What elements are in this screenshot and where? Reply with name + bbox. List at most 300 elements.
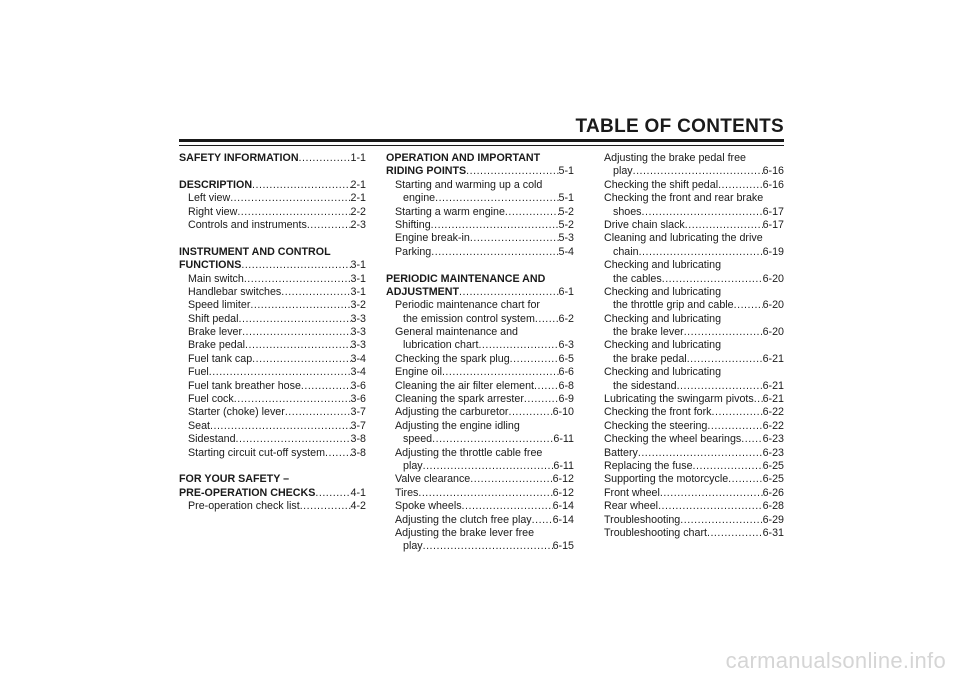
toc-entry <box>604 232 784 245</box>
toc-entry[interactable] <box>604 165 784 178</box>
toc-entry[interactable] <box>179 219 366 232</box>
toc-entry-title: play <box>403 459 423 472</box>
toc-entry-title: Adjusting the engine idling <box>395 419 520 432</box>
toc-entry[interactable] <box>386 460 574 473</box>
toc-spacer <box>179 460 366 473</box>
toc-page-number: 5-4 <box>558 245 574 258</box>
toc-page-number: 6-28 <box>762 500 784 513</box>
toc-page-number: 6-20 <box>762 272 784 285</box>
toc-entry[interactable] <box>179 206 366 219</box>
toc-page-number: 6-2 <box>558 312 574 325</box>
toc-entry[interactable] <box>386 206 574 219</box>
toc-entry[interactable] <box>604 353 784 366</box>
toc-dot-leader <box>234 393 351 406</box>
toc-page-number: 6-9 <box>558 393 574 406</box>
toc-page-number: 5-1 <box>558 192 574 205</box>
toc-entry <box>386 326 574 339</box>
toc-entry <box>604 192 784 205</box>
toc-page-number: 6-31 <box>762 526 784 539</box>
toc-page-number: 3-3 <box>350 312 366 325</box>
toc-entry-title: Fuel tank breather hose <box>188 379 301 392</box>
toc-page-number: 2-2 <box>350 205 366 218</box>
toc-entry[interactable] <box>179 393 366 406</box>
toc-entry <box>386 420 574 433</box>
toc-entry[interactable] <box>604 500 784 513</box>
toc-dot-leader <box>423 540 553 553</box>
toc-page-number: 6-29 <box>762 513 784 526</box>
toc-dot-leader <box>687 353 763 366</box>
toc-entry[interactable] <box>179 192 366 205</box>
toc-dot-leader <box>638 447 763 460</box>
toc-spacer <box>179 165 366 178</box>
toc-entry[interactable] <box>604 393 784 406</box>
toc-entry[interactable] <box>386 219 574 232</box>
toc-entry[interactable] <box>604 406 784 419</box>
toc-dot-leader <box>532 514 553 527</box>
toc-page-number: 6-15 <box>552 540 574 553</box>
toc-dot-leader <box>459 286 559 299</box>
toc-page-number: 6-6 <box>558 366 574 379</box>
toc-page-number: 2-1 <box>350 178 366 191</box>
toc-page-number: 3-3 <box>350 339 366 352</box>
toc-entry-title: Rear wheel <box>604 500 659 513</box>
toc-entry[interactable] <box>386 500 574 513</box>
toc-entry-title: ADJUSTMENT <box>386 285 460 298</box>
toc-dot-leader <box>431 246 558 259</box>
toc-entry-title: Valve clearance <box>395 473 471 486</box>
toc-spacer <box>179 232 366 245</box>
toc-page-number: 3-8 <box>350 433 366 446</box>
toc-entry-title: Spoke wheels <box>395 500 462 513</box>
toc-entry-title: Checking the front and rear brake <box>604 192 764 205</box>
toc-dot-leader <box>209 366 351 379</box>
toc-dot-leader <box>677 380 763 393</box>
toc-entry <box>386 299 574 312</box>
toc-entry-title: Starting and warming up a cold <box>395 178 543 191</box>
toc-dot-leader <box>307 219 351 232</box>
toc-dot-leader <box>236 433 351 446</box>
toc-dot-leader <box>242 326 350 339</box>
toc-page-number: 3-4 <box>350 366 366 379</box>
toc-entry-title: Checking and lubricating <box>604 259 722 272</box>
toc-entry-title: lubrication chart <box>403 339 479 352</box>
toc-column-3 <box>604 152 784 540</box>
toc-dot-leader <box>712 406 763 419</box>
toc-section-heading[interactable] <box>386 165 574 178</box>
toc-entry[interactable] <box>179 326 366 339</box>
toc-entry-title: Speed limiter <box>188 299 251 312</box>
toc-section-heading[interactable] <box>179 179 366 192</box>
toc-entry-title: Fuel cock <box>188 393 234 406</box>
toc-page-number: 6-17 <box>762 218 784 231</box>
toc-dot-leader <box>245 339 351 352</box>
toc-entry[interactable] <box>386 540 574 553</box>
toc-page-number: 3-4 <box>350 352 366 365</box>
toc-entry[interactable] <box>386 192 574 205</box>
toc-entry[interactable] <box>604 299 784 312</box>
toc-entry[interactable] <box>604 179 784 192</box>
toc-entry-title: Sidestand <box>188 433 236 446</box>
toc-dot-leader <box>660 487 763 500</box>
toc-column-1 <box>179 152 366 514</box>
toc-entry[interactable] <box>604 514 784 527</box>
toc-page-number: 6-1 <box>558 285 574 298</box>
toc-entry-title: Shift pedal <box>188 312 239 325</box>
toc-entry-title: Supporting the motorcycle <box>604 473 729 486</box>
toc-page-number: 6-8 <box>558 379 574 392</box>
toc-entry-title: Adjusting the clutch free play <box>395 513 532 526</box>
toc-entry-title: the sidestand <box>613 379 677 392</box>
toc-dot-leader <box>285 406 351 419</box>
title-rule-thick <box>179 139 784 142</box>
toc-page-number: 6-14 <box>552 500 574 513</box>
toc-dot-leader <box>534 380 559 393</box>
toc-section-heading[interactable] <box>386 286 574 299</box>
toc-entry-title: Battery <box>604 446 638 459</box>
toc-dot-leader <box>470 473 552 486</box>
toc-dot-leader <box>423 460 554 473</box>
toc-dot-leader <box>685 219 763 232</box>
toc-page-number: 3-1 <box>350 272 366 285</box>
toc-entry-title: speed <box>403 433 433 446</box>
toc-page-number: 6-3 <box>558 339 574 352</box>
toc-entry[interactable] <box>604 273 784 286</box>
toc-entry-title: Checking the steering <box>604 419 708 432</box>
toc-entry[interactable] <box>179 500 366 513</box>
toc-page-number: 6-16 <box>762 165 784 178</box>
toc-page-number: 6-14 <box>552 513 574 526</box>
toc-section-heading <box>179 246 366 259</box>
toc-entry-title: Starting circuit cut-off system <box>188 446 326 459</box>
toc-page-number: 3-8 <box>350 446 366 459</box>
toc-dot-leader <box>642 206 763 219</box>
toc-page-number: 6-21 <box>762 352 784 365</box>
toc-dot-leader <box>418 487 552 500</box>
toc-section-heading <box>386 152 574 165</box>
toc-entry[interactable] <box>604 246 784 259</box>
toc-entry[interactable] <box>179 433 366 446</box>
toc-entry-title: Cleaning the air filter element <box>395 379 535 392</box>
toc-entry[interactable] <box>386 473 574 486</box>
toc-entry[interactable] <box>386 380 574 393</box>
toc-entry[interactable] <box>179 447 366 460</box>
toc-entry[interactable] <box>386 366 574 379</box>
toc-dot-leader <box>707 420 762 433</box>
toc-dot-leader <box>325 447 351 460</box>
toc-entry[interactable] <box>179 339 366 352</box>
toc-page-number: 6-26 <box>762 486 784 499</box>
toc-page-number: 5-2 <box>558 205 574 218</box>
toc-entry-title: Engine break-in <box>395 232 470 245</box>
toc-dot-leader <box>462 500 553 513</box>
toc-page-number: 3-2 <box>350 299 366 312</box>
toc-dot-leader <box>734 299 763 312</box>
toc-page-number: 2-1 <box>350 192 366 205</box>
toc-entry-title: INSTRUMENT AND CONTROL <box>179 245 331 258</box>
toc-dot-leader <box>244 273 351 286</box>
toc-entry-title: PERIODIC MAINTENANCE AND <box>386 272 546 285</box>
toc-entry-title: General maintenance and <box>395 326 518 339</box>
toc-entry[interactable] <box>179 420 366 433</box>
title-rule-thin <box>179 145 784 146</box>
toc-page-number: 4-1 <box>350 486 366 499</box>
toc-dot-leader <box>281 286 350 299</box>
toc-entry-title: Checking the spark plug <box>395 352 510 365</box>
toc-page-number: 6-21 <box>762 393 784 406</box>
toc-entry-title: Checking and lubricating <box>604 339 722 352</box>
toc-entry-title: Seat <box>188 419 210 432</box>
toc-dot-leader <box>662 273 763 286</box>
toc-entry-title: Adjusting the brake pedal free <box>604 152 747 164</box>
toc-entry[interactable] <box>179 273 366 286</box>
toc-entry[interactable] <box>386 487 574 500</box>
toc-page-number: 5-1 <box>558 165 574 178</box>
toc-entry-title: play <box>403 540 423 553</box>
toc-dot-leader <box>707 527 763 540</box>
toc-page-number: 5-2 <box>558 218 574 231</box>
toc-entry <box>604 259 784 272</box>
toc-page-number: 1-1 <box>350 152 366 164</box>
toc-entry-title: Fuel tank cap <box>188 352 253 365</box>
toc-entry-title: Drive chain slack <box>604 218 685 231</box>
toc-page-number: 6-12 <box>552 473 574 486</box>
toc-entry-title: Brake pedal <box>188 339 246 352</box>
toc-entry[interactable] <box>179 313 366 326</box>
toc-entry-title: Parking <box>395 245 432 258</box>
toc-entry-title: Main switch <box>188 272 244 285</box>
toc-entry-title: Brake lever <box>188 326 243 339</box>
toc-entry-title: Front wheel <box>604 486 660 499</box>
toc-page-number: 6-22 <box>762 406 784 419</box>
toc-page-number: 6-12 <box>552 486 574 499</box>
toc-dot-leader <box>252 353 350 366</box>
toc-entry-title: Starting a warm engine <box>395 205 505 218</box>
toc-entry[interactable] <box>604 460 784 473</box>
toc-page-number: 6-19 <box>762 245 784 258</box>
toc-entry[interactable] <box>604 433 784 446</box>
toc-spacer <box>386 259 574 272</box>
toc-page-number: 6-21 <box>762 379 784 392</box>
toc-page-number: 3-6 <box>350 393 366 406</box>
toc-entry-title: Checking and lubricating <box>604 366 722 379</box>
toc-dot-leader <box>633 165 763 178</box>
toc-entry[interactable] <box>386 406 574 419</box>
toc-dot-leader <box>250 299 350 312</box>
toc-entry-title: the emission control system <box>403 312 535 325</box>
toc-entry-title: Checking the front fork <box>604 406 712 419</box>
toc-entry-title: engine <box>403 192 436 205</box>
toc-entry-title: Troubleshooting <box>604 513 681 526</box>
toc-dot-leader <box>680 514 762 527</box>
toc-section-heading[interactable] <box>179 487 366 500</box>
toc-entry <box>604 339 784 352</box>
toc-entry <box>604 286 784 299</box>
toc-dot-leader <box>237 206 350 219</box>
toc-entry-title: Shifting <box>395 218 431 231</box>
toc-entry-title: chain <box>613 245 639 258</box>
watermark: carmanualsonline.info <box>725 648 946 673</box>
toc-page-number: 6-11 <box>553 459 574 472</box>
toc-section-heading[interactable] <box>179 259 366 272</box>
toc-entry-title: Controls and instruments <box>188 218 307 231</box>
toc-entry-title: Right view <box>188 205 238 218</box>
toc-entry-title: shoes <box>613 205 642 218</box>
toc-dot-leader <box>299 152 351 165</box>
toc-page-number: 2-3 <box>350 218 366 231</box>
toc-entry-title: Cleaning and lubricating the drive <box>604 232 763 245</box>
toc-dot-leader <box>505 206 559 219</box>
toc-page-number: 6-25 <box>762 473 784 486</box>
toc-page-number: 3-3 <box>350 326 366 339</box>
toc-entry-title: Cleaning the spark arrester <box>395 393 524 406</box>
toc-entry-title: play <box>613 165 633 178</box>
toc-entry[interactable] <box>386 514 574 527</box>
toc-entry-title: Fuel <box>188 366 209 379</box>
toc-dot-leader <box>524 393 559 406</box>
toc-dot-leader <box>741 433 762 446</box>
toc-entry[interactable] <box>386 393 574 406</box>
toc-entry[interactable] <box>604 447 784 460</box>
toc-entry-title: Replacing the fuse <box>604 459 693 472</box>
toc-entry[interactable] <box>386 353 574 366</box>
toc-dot-leader <box>442 366 559 379</box>
toc-page-number: 3-7 <box>350 419 366 432</box>
toc-page-number: 6-17 <box>762 205 784 218</box>
toc-dot-leader <box>754 393 763 406</box>
toc-dot-leader <box>301 380 351 393</box>
toc-entry[interactable] <box>386 339 574 352</box>
toc-entry-title: the brake lever <box>613 326 684 339</box>
toc-dot-leader <box>478 339 558 352</box>
toc-section-heading <box>386 273 574 286</box>
toc-entry-title: Checking the shift pedal <box>604 178 719 191</box>
toc-entry[interactable] <box>386 433 574 446</box>
toc-dot-leader <box>718 179 763 192</box>
toc-page-number: 6-20 <box>762 299 784 312</box>
toc-entry[interactable] <box>179 353 366 366</box>
toc-dot-leader <box>470 232 559 245</box>
toc-dot-leader <box>466 165 558 178</box>
toc-dot-leader <box>508 406 552 419</box>
toc-page-number: 6-25 <box>762 459 784 472</box>
toc-entry-title: Adjusting the throttle cable free <box>395 446 543 459</box>
toc-entry <box>386 447 574 460</box>
toc-entry-title: Pre-operation check list <box>188 500 300 513</box>
toc-entry-title: Checking and lubricating <box>604 285 722 298</box>
toc-entry-title: FUNCTIONS <box>179 259 242 272</box>
toc-entry-title: RIDING POINTS <box>386 165 467 178</box>
toc-section-heading[interactable] <box>179 152 366 165</box>
toc-column-2 <box>386 152 574 554</box>
toc-entry-title: Lubricating the swingarm pivots <box>604 393 754 406</box>
toc-entry-title: Checking the wheel bearings <box>604 433 742 446</box>
toc-dot-leader <box>435 192 558 205</box>
toc-entry-title: Checking and lubricating <box>604 312 722 325</box>
toc-section-heading <box>179 473 366 486</box>
toc-entry[interactable] <box>386 313 574 326</box>
toc-entry-title: Left view <box>188 192 231 205</box>
toc-entry-title: DESCRIPTION <box>179 178 253 191</box>
toc-entry[interactable] <box>604 206 784 219</box>
toc-page-number: 6-11 <box>553 433 574 446</box>
toc-entry <box>604 313 784 326</box>
toc-entry-title: the cables <box>613 272 662 285</box>
toc-page-number: 6-22 <box>762 419 784 432</box>
toc-entry-title: PRE-OPERATION CHECKS <box>179 486 316 499</box>
toc-dot-leader <box>693 460 763 473</box>
toc-entry-title: Troubleshooting chart <box>604 526 707 539</box>
toc-entry-title: SAFETY INFORMATION <box>179 152 299 164</box>
toc-entry-title: Tires <box>395 486 419 499</box>
toc-page-number: 6-16 <box>762 178 784 191</box>
toc-page-number: 3-7 <box>350 406 366 419</box>
toc-page-number: 6-23 <box>762 446 784 459</box>
toc-entry[interactable] <box>179 406 366 419</box>
toc-page-number: 6-5 <box>558 352 574 365</box>
toc-entry-title: OPERATION AND IMPORTANT <box>386 152 541 164</box>
toc-entry[interactable] <box>179 286 366 299</box>
toc-entry[interactable] <box>604 219 784 232</box>
toc-dot-leader <box>639 246 763 259</box>
toc-entry[interactable] <box>604 380 784 393</box>
toc-page-number: 6-20 <box>762 326 784 339</box>
toc-dot-leader <box>510 353 559 366</box>
toc-dot-leader <box>252 179 351 192</box>
toc-entry[interactable] <box>179 299 366 312</box>
toc-dot-leader <box>241 259 350 272</box>
toc-dot-leader <box>315 487 350 500</box>
toc-entry[interactable] <box>386 232 574 245</box>
toc-entry[interactable] <box>386 246 574 259</box>
toc-dot-leader <box>230 192 350 205</box>
toc-page-number: 3-6 <box>350 379 366 392</box>
toc-entry <box>604 366 784 379</box>
toc-entry[interactable] <box>179 380 366 393</box>
toc-entry-title: the throttle grip and cable <box>613 299 734 312</box>
toc-page-number: 6-10 <box>552 406 574 419</box>
toc-dot-leader <box>658 500 763 513</box>
toc-dot-leader <box>535 313 559 326</box>
toc-dot-leader <box>684 326 763 339</box>
toc-page-number: 4-2 <box>350 500 366 513</box>
toc-entry-title: FOR YOUR SAFETY – <box>179 473 290 486</box>
toc-dot-leader <box>432 433 553 446</box>
toc-entry[interactable] <box>604 487 784 500</box>
toc-entry-title: the brake pedal <box>613 352 687 365</box>
toc-dot-leader <box>239 313 351 326</box>
toc-entry[interactable] <box>604 473 784 486</box>
toc-entry[interactable] <box>179 366 366 379</box>
page-title: TABLE OF CONTENTS <box>575 116 784 137</box>
toc-page-number: 5-3 <box>558 232 574 245</box>
toc-entry-title: Engine oil <box>395 366 442 379</box>
toc-page-number: 6-23 <box>762 433 784 446</box>
toc-entry[interactable] <box>604 527 784 540</box>
toc-entry[interactable] <box>604 420 784 433</box>
toc-entry-title: Starter (choke) lever <box>188 406 285 419</box>
toc-page-number: 3-1 <box>350 285 366 298</box>
toc-entry <box>604 152 784 165</box>
toc-entry <box>386 179 574 192</box>
toc-page-number: 3-1 <box>350 259 366 272</box>
toc-entry-title: Adjusting the brake lever free <box>395 526 535 539</box>
toc-entry-title: Adjusting the carburetor <box>395 406 509 419</box>
toc-entry-title: Periodic maintenance chart for <box>395 299 540 312</box>
toc-dot-leader <box>210 420 351 433</box>
toc-dot-leader <box>431 219 559 232</box>
toc-entry[interactable] <box>604 326 784 339</box>
toc-dot-leader <box>728 473 762 486</box>
